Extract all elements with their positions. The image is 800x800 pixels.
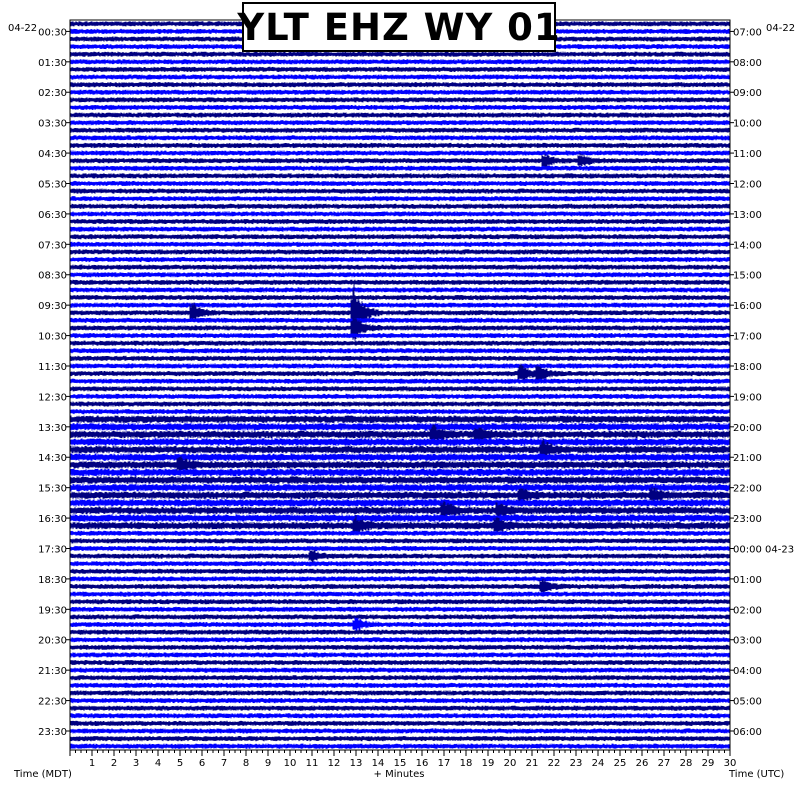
x-tick-label: 24 [591,758,605,769]
left-tick-label: 23:30 [38,726,67,738]
right-tick-label: 12:00 [733,179,762,191]
trace-24 [70,196,730,201]
x-tick-label: 28 [679,758,693,769]
x-tick-label: 13 [349,758,363,769]
trace-70 [70,546,730,551]
x-tick-label: 15 [393,758,407,769]
right-tick-label: 13:00 [733,209,762,221]
trace-8 [70,74,730,79]
trace-52 [70,409,730,414]
trace-64 [70,499,730,507]
trace-73 [70,569,730,574]
left-tick-label: 20:30 [38,635,67,647]
trace-9 [70,82,730,87]
left-tick-label: 19:30 [38,605,67,617]
x-tick-label: 8 [242,758,250,769]
x-tick-label: 23 [569,758,583,769]
x-tick-label: 18 [459,758,473,769]
trace-66 [70,514,730,522]
trace-93 [70,721,730,726]
trace-88 [70,683,730,688]
right-tick-label: 17:00 [733,331,762,343]
right-date-label: 04-22 [766,23,796,34]
right-tick-label: 14:00 [733,240,762,252]
trace-26 [70,211,730,216]
right-tick-label: 05:00 [733,696,762,708]
x-tick-label: 17 [437,758,451,769]
right-tick-label: 09:00 [733,88,762,100]
trace-36 [70,287,730,292]
trace-11 [70,97,730,102]
left-tick-label: 09:30 [38,301,67,313]
trace-83 [70,645,730,650]
right-tick-label: 21:00 [733,453,762,465]
x-tick-label: 30 [723,758,737,769]
trace-68 [70,531,730,536]
x-tick-label: 7 [220,758,228,769]
chart-title-box [237,2,561,52]
x-tick-label: 5 [176,758,184,769]
trace-91 [70,706,730,711]
trace-group [70,21,730,749]
trace-49 [70,386,730,391]
trace-72 [70,561,730,566]
right-tick-label: 01:00 [733,574,762,586]
trace-61 [70,476,730,484]
left-tick-label: 12:30 [38,392,67,404]
left-tick-label: 00:30 [38,27,67,39]
x-tick-label: 3 [132,758,140,769]
left-tick-label: 08:30 [38,270,67,282]
trace-77 [70,599,730,604]
trace-51 [70,401,730,406]
left-axis-label: Time (MDT) [14,769,72,780]
trace-92 [70,713,730,718]
trace-6 [70,59,730,64]
trace-60 [70,469,730,477]
trace-71 [70,550,730,563]
trace-13 [70,113,730,118]
trace-34 [70,272,730,277]
x-tick-label: 25 [613,758,627,769]
right-tick-label: 08:00 [733,57,762,69]
x-tick-label: 11 [305,758,319,769]
trace-28 [70,227,730,232]
trace-7 [70,67,730,72]
trace-76 [70,592,730,597]
trace-89 [70,690,730,695]
x-tick-label: 6 [198,758,206,769]
trace-78 [70,607,730,612]
trace-74 [70,576,730,581]
trace-86 [70,668,730,673]
left-tick-label: 02:30 [38,88,67,100]
trace-23 [70,189,730,194]
right-tick-label: 10:00 [733,118,762,130]
trace-58 [70,453,730,461]
right-tick-label: 07:00 [733,27,762,39]
x-tick-label: 2 [110,758,118,769]
trace-10 [70,90,730,95]
trace-19 [70,153,730,168]
trace-12 [70,105,730,110]
trace-16 [70,135,730,140]
trace-29 [70,234,730,239]
left-tick-label: 16:30 [38,514,67,526]
x-tick-label: 9 [264,758,272,769]
left-tick-label: 22:30 [38,696,67,708]
trace-84 [70,652,730,657]
trace-44 [70,348,730,353]
left-tick-label: 06:30 [38,209,67,221]
left-tick-label: 17:30 [38,544,67,556]
right-tick-label: 15:00 [733,270,762,282]
left-tick-label: 14:30 [38,453,67,465]
trace-18 [70,151,730,156]
trace-53 [70,415,730,423]
x-tick-label: 19 [481,758,495,769]
trace-20 [70,166,730,171]
x-tick-label: 21 [525,758,539,769]
x-axis-label: + Minutes [373,769,425,780]
trace-82 [70,637,730,642]
left-tick-label: 15:30 [38,483,67,495]
right-tick-label: 02:00 [733,605,762,617]
trace-30 [70,242,730,247]
right-tick-label: 23:00 [733,514,762,526]
trace-35 [70,280,730,285]
left-tick-label: 01:30 [38,57,67,69]
x-tick-label: 26 [635,758,649,769]
x-tick-label: 20 [503,758,517,769]
trace-31 [70,249,730,254]
trace-21 [70,173,730,178]
right-tick-label: 00:00 04-23 [733,544,795,556]
left-tick-label: 04:30 [38,149,67,161]
trace-46 [70,363,730,368]
left-tick-label: 03:30 [38,118,67,130]
trace-22 [70,181,730,186]
x-tick-label: 1 [88,758,96,769]
right-tick-label: 11:00 [733,149,762,161]
left-date-label: 04-22 [8,23,38,34]
right-tick-label: 16:00 [733,301,762,313]
trace-25 [70,204,730,209]
trace-27 [70,219,730,224]
right-tick-label: 06:00 [733,726,762,738]
x-tick-label: 14 [371,758,385,769]
trace-40 [70,318,730,323]
right-tick-label: 22:00 [733,483,762,495]
trace-54 [70,423,730,431]
trace-56 [70,438,730,446]
trace-94 [70,728,730,733]
trace-90 [70,698,730,703]
trace-48 [70,379,730,384]
trace-45 [70,356,730,361]
trace-37 [70,295,730,300]
left-tick-label: 05:30 [38,179,67,191]
x-tick-label: 12 [327,758,341,769]
trace-62 [70,484,730,492]
trace-43 [70,341,730,346]
trace-33 [70,265,730,270]
x-tick-label: 29 [701,758,715,769]
right-tick-label: 18:00 [733,361,762,373]
right-tick-label: 19:00 [733,392,762,404]
left-tick-label: 11:30 [38,361,67,373]
left-tick-label: 21:30 [38,666,67,678]
trace-96 [70,744,730,749]
x-tick-label: 10 [283,758,297,769]
trace-50 [70,394,730,399]
x-tick-label: 16 [415,758,429,769]
x-tick-label: 4 [154,758,162,769]
x-tick-label: 22 [547,758,561,769]
trace-79 [70,614,730,619]
left-tick-label: 13:30 [38,422,67,434]
trace-85 [70,660,730,665]
right-axis-label: Time (UTC) [729,769,785,780]
trace-42 [70,333,730,338]
right-tick-label: 03:00 [733,635,762,647]
trace-14 [70,120,730,125]
trace-81 [70,630,730,635]
trace-95 [70,736,730,741]
x-tick-label: 27 [657,758,671,769]
trace-15 [70,128,730,133]
chart-title: YLT EHZ WY 01 [237,5,561,49]
trace-69 [70,538,730,543]
trace-17 [70,143,730,148]
trace-87 [70,675,730,680]
left-tick-label: 10:30 [38,331,67,343]
trace-32 [70,257,730,262]
trace-5 [70,52,730,57]
right-tick-label: 04:00 [733,666,762,678]
left-tick-label: 07:30 [38,240,67,252]
right-tick-label: 20:00 [733,422,762,434]
left-tick-label: 18:30 [38,574,67,586]
trace-38 [70,303,730,308]
